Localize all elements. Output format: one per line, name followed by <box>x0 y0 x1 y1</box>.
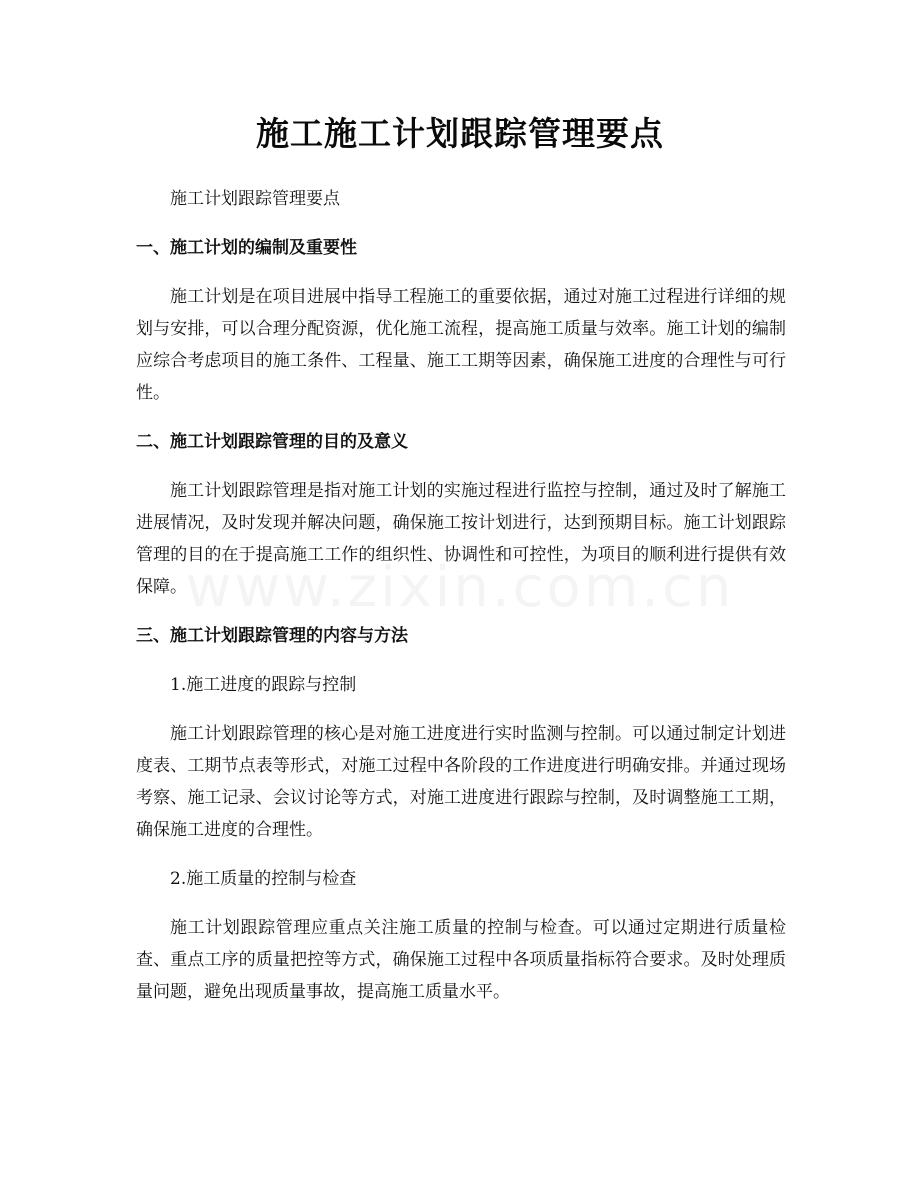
document-subtitle: 施工计划跟踪管理要点 <box>170 189 340 209</box>
document-body <box>136 183 786 1025</box>
section-2 <box>136 426 786 603</box>
sub-item-paragraph: 施工计划跟踪管理的核心是对施工进度进行实时监测与控制。可以通过制定计划进度表、工期节点表等形式，对施工过程中各阶段的工作进度进行明确安排。并通过现场考察、施工记录、会议讨论等方式，对施工进度进行跟踪与控制，及时调整施工工期，确保施工进度的合理性。 <box>136 724 786 840</box>
sub-item-label: 1.施工进度的跟踪与控制 <box>170 675 357 695</box>
section-paragraph: 施工计划跟踪管理是指对施工计划的实施过程进行监控与控制，通过及时了解施工进展情况，及时发现并解决问题，确保施工按计划进行，达到预期目标。施工计划跟踪管理的目的在于提高施工工作的组织性、协调性和可控性，为项目的顺利进行提供有效保障。 <box>136 481 786 597</box>
section-heading: 三、施工计划跟踪管理的内容与方法 <box>136 626 408 646</box>
section-3 <box>136 620 786 1008</box>
sub-item-paragraph: 施工计划跟踪管理应重点关注施工质量的控制与检查。可以通过定期进行质量检查、重点工序的质量把控等方式，确保施工过程中各项质量指标符合要求。及时处理质量问题，避免出现质量事故，提高施工质量水平。 <box>136 918 786 1002</box>
document-title: 施工施工计划跟踪管理要点 <box>256 114 664 153</box>
sub-item-label: 2.施工质量的控制与检查 <box>170 869 357 889</box>
section-paragraph: 施工计划是在项目进展中指导工程施工的重要依据，通过对施工过程进行详细的规划与安排，可以合理分配资源，优化施工流程，提高施工质量与效率。施工计划的编制应综合考虑项目的施工条件、工程量、施工工期等因素，确保施工进度的合理性与可行性。 <box>136 287 786 403</box>
section-1 <box>136 232 786 409</box>
section-heading: 一、施工计划的编制及重要性 <box>136 238 357 258</box>
sub-item-2 <box>136 863 786 1008</box>
sub-item-1 <box>136 669 786 846</box>
section-heading: 二、施工计划跟踪管理的目的及意义 <box>136 432 408 452</box>
